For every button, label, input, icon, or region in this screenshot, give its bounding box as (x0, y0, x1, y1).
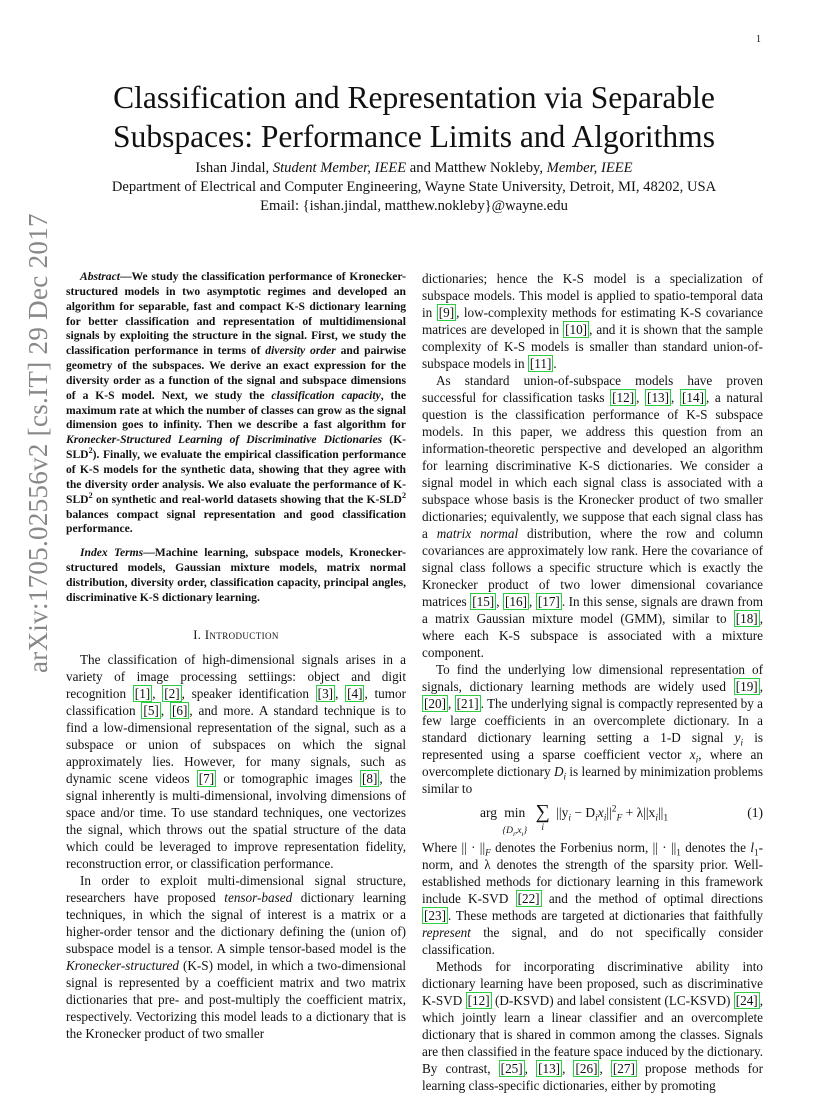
citation-link[interactable]: [8] (361, 770, 378, 786)
citation-link[interactable]: [12] (612, 390, 635, 405)
citation-link[interactable]: [13] (538, 1061, 561, 1076)
citation-link[interactable]: [10] (565, 322, 588, 337)
intro-paragraph-2: In order to exploit multi-dimensional signal structure, researchers have proposed tensor-based dictionary learning techniques, in which the signal of interest is a matrix or a higher-order tensor and the dictionary defining the (union of) subspace model is a tensor. A simple tensor-based model is the Kronecker-structured (K-S) model, in which a two-dimensional signal is represented by a coefficient matrix and two matrix dictionaries that pre- and post-multiply the coefficient matrix, respectively. Vectorizing this model leads to a dictionary that is the Kronecker product of two smaller (66, 872, 407, 1041)
left-column (66, 270, 406, 1042)
citation-link[interactable]: [14] (681, 390, 704, 405)
author-1-name: Ishan Jindal, (195, 160, 273, 176)
citation-link[interactable]: [20] (424, 696, 446, 711)
author-email: Email: {ishan.jindal, matthew.nokleby}@wayne.edu (260, 198, 568, 214)
citation-link[interactable]: [25] (500, 1061, 523, 1076)
author-1-role: Student Member, IEEE (272, 160, 407, 176)
citation-link[interactable]: [18] (735, 611, 758, 626)
right-paragraph-3: To find the underlying low dimensional representation of signals, dictionary learning methods are widely used [19] , [20] , [21] . The underlying signal is compactly represented by a few large coefficients in an overcomplete dictionary. In a standard dictionary learning setting a 1-D signal $y_i$ is represented using a sparse coefficient vector $x_i$, where an overcomplete dictionary $D_i$ is learned by minimization problems similar to (422, 662, 764, 796)
equation-number: (1) (747, 805, 763, 820)
right-paragraph-5: Methods for incorporating discriminative ability into dictionary learning have been proposed, such as discriminative K-SVD [12] (D-KSVD) and label consistent (LC-KSVD) [24] , which jointly learn a linear classifier and an overcomplete dictionary that is shared in common among the classes. Signals are then classified in the feature space induced by the dictionary. By contrast, [25] , [13] , [26] , [27] propose methods for learning class-specific dictionaries, either by promoting (422, 959, 764, 1093)
citation-link[interactable]: [4] (347, 685, 363, 701)
citation-link[interactable]: [5] (143, 702, 159, 718)
citation-link[interactable]: [7] (198, 770, 215, 786)
citation-link[interactable]: [9] (438, 305, 455, 320)
right-paragraph-1: dictionaries; hence the K-S model is a specialization of subspace models. This model is applied to spatio-temporal data in [9] , low-complexity methods for estimating K-S covariance matrices are developed in [10] , and it is shown that the sample complexity of K-S models is smaller than standard union-of-subspace models in [11] . (422, 271, 763, 371)
intro-paragraph-1: The classification of high-dimensional signals arises in a variety of image processing settiings: object and digit recognition [1] , [2] , speaker identification [3] , [4] , tumor classification [5] , [6] , and more. A standard technique is to find a low-dimensional representation of the signal, such as a subspace or union of subspaces on which the signal approximately lies. However, for many signals, such as dynamic scene videos [7] or tomographic images [8] , the signal inherently is multi-dimensional, involving dimensions of space and/or time. To use standard techniques, one vectorizes the signal, which throws out the spatial structure of the data which could be leveraged to improve representation fidelity, reconstruction error, or classification performance. (66, 651, 407, 871)
page-number: 1 (756, 34, 761, 45)
citation-link[interactable]: [11] (529, 356, 552, 371)
citation-link[interactable]: [24] (735, 993, 758, 1008)
equation-formula: arg min $\{D_i,x_i\}$ ∑ $^i$ $||y_i - D_ix_i||^2_F + \lambda||x_i||_1$ (480, 801, 669, 838)
citation-link[interactable]: [15] (472, 594, 495, 609)
affiliation: Department of Electrical and Computer Engineering, Wayne State University, Detroit, MI, 48202, USA (111, 179, 717, 195)
citation-link[interactable]: [2] (164, 685, 180, 701)
arxiv-watermark: arXiv:1705.02556v2 [cs.IT] 29 Dec 2017 (23, 213, 53, 673)
index-terms: Index Terms—Machine learning, subspace models, Kronecker-structured models, Gaussian mixture models, matrix normal distribution, diversity order, classification capacity, principal angles, discriminative K-S dictionary learning. (66, 546, 406, 604)
right-column (422, 270, 763, 1094)
right-paragraph-4: Where || · $||_F$ denotes the Forbenius norm, || · $||_1$ denotes the $l_1$-norm, and λ denotes the strength of the sparsity prior. Well-established methods for dictionary learning in this framework include K-SVD [22] and the method of optimal directions [23] . These methods are targeted at dictionaries that faithfully represent the signal, and do not specifically consider classification. (422, 840, 764, 957)
author-line (60, 159, 768, 178)
citation-link[interactable]: [22] (517, 891, 540, 906)
citation-link[interactable]: [26] (575, 1061, 598, 1076)
equation-1 (422, 799, 763, 838)
citation-link[interactable]: [13] (647, 390, 670, 405)
citation-link[interactable]: [12] (467, 993, 490, 1008)
citation-link[interactable]: [3] (317, 685, 334, 701)
abstract-label: Abstract (80, 270, 120, 283)
author-2-role: Member, IEEE (546, 160, 633, 176)
citation-link[interactable]: [21] (456, 696, 479, 711)
paper-title: Classification and Representation via Separable Subspaces: Performance Limits and Algorithms (113, 80, 715, 154)
citation-link[interactable]: [16] (505, 594, 527, 609)
citation-link[interactable]: [6] (171, 702, 188, 718)
abstract: Abstract—We study the classification performance of Kronecker-structured models in two asymptotic regimes and developed an algorithm for separable, fast and compact K-S dictionary learning for better classification and representation of multidimensional signals by exploiting the structure in the signal. First, we study the classification performance in terms of diversity order and pairwise geometry of the subspaces. We derive an exact expression for the diversity order as a function of the signal and subspace dimensions of a K-S model. Next, we study the classification capacity, the maximum rate at which the number of classes can grow as the signal dimension goes to infinity. Then we describe a fast algorithm for Kronecker-Structured Learning of Discriminative Dictionaries (K-SLD$^2$). Finally, we evaluate the empirical classification performance of K-S models for the synthetic data, showing that they agree with the diversity order analysis. We also evaluate the performance of K-SLD$^2$ on synthetic and real-world datasets showing that the K-SLD$^2$ balances compact signal representation and good classification performance. (66, 270, 407, 536)
citation-link[interactable]: [27] (612, 1061, 635, 1076)
section-heading-introduction: I. Introduction (193, 627, 279, 642)
citation-link[interactable]: [23] (424, 908, 446, 923)
citation-link[interactable]: [19] (735, 679, 758, 694)
citation-link[interactable]: [1] (134, 685, 151, 701)
citation-link[interactable]: [17] (537, 594, 560, 609)
index-terms-label: Index Terms (80, 546, 144, 560)
right-paragraph-2: As standard union-of-subspace models have proven successful for classification tasks [12] , [13] , [14] , a natural question is the classification performance of K-S subspace models. In this paper, we address this question from an information-theoretic perspective and developed an algorithm for learning discriminative K-S dictionaries. We consider a signal model in which each signal class is associated with a subspace whose basis is the Kronecker product of two smaller dictionaries; equivalently, we suppose that each signal class has a matrix normal distribution, where the row and column covariances are approximately low rank. Here the covariance of signal class follows a specific structure which is exactly the Kronecker product of two lower dimensional covariance matrices [15] , [16] , [17] . In this sense, signals are drawn from a matrix Gaussian mixture model (GMM), similar to [18] , where each K-S subspace is associated with a mixture component. (422, 373, 764, 660)
author-and: and Matthew Nokleby, (406, 160, 547, 176)
